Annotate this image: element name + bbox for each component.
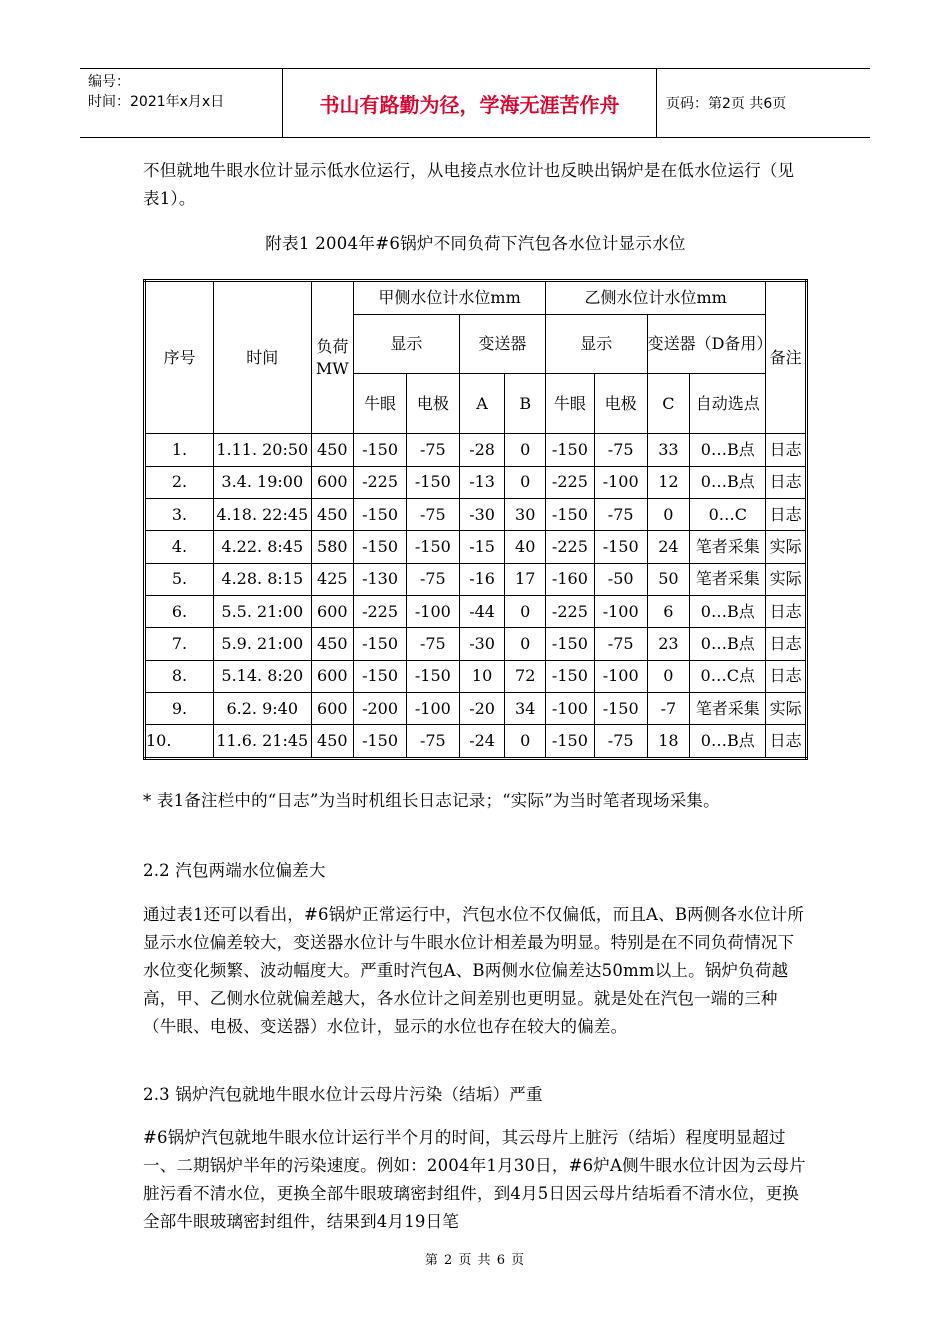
cell-b: 0	[505, 434, 546, 466]
cell-c: 12	[647, 466, 690, 498]
document-time-label: 时间：2021年x月x日	[88, 94, 225, 110]
cell-c: 50	[647, 563, 690, 595]
cell-elec-a: -75	[406, 434, 459, 466]
cell-c: -7	[647, 693, 690, 725]
cell-b: 72	[505, 660, 546, 692]
cell-elec-a: -150	[406, 660, 459, 692]
header-bull-eye-b: 牛眼	[546, 374, 595, 434]
page-footer: 第 2 页 共 6 页	[424, 1253, 526, 1268]
header-transmitter-b: 变送器（D备用）	[647, 314, 766, 374]
header-side-a: 甲侧水位计水位mm	[354, 281, 546, 315]
cell-seq: 10.	[145, 725, 214, 759]
cell-bull-a: -225	[354, 596, 407, 628]
cell-c: 0	[647, 660, 690, 692]
cell-bull-a: -130	[354, 563, 407, 595]
cell-remark: 实际	[766, 563, 807, 595]
cell-remark: 日志	[766, 466, 807, 498]
cell-time: 1.11. 20:50	[214, 434, 311, 466]
cell-remark: 日志	[766, 725, 807, 759]
cell-time: 4.22. 8:45	[214, 531, 311, 563]
cell-elec-b: -150	[594, 693, 647, 725]
cell-elec-a: -75	[406, 628, 459, 660]
cell-load: 450	[311, 499, 354, 531]
cell-elec-b: -100	[594, 596, 647, 628]
cell-a: 10	[459, 660, 505, 692]
cell-bull-b: -150	[546, 628, 595, 660]
header-motto: 书山有路勤为径，学海无涯苦作舟	[283, 69, 657, 137]
cell-seq: 5.	[145, 563, 214, 595]
cell-load: 580	[311, 531, 354, 563]
cell-bull-a: -150	[354, 725, 407, 759]
header-load: 负荷MW	[311, 281, 354, 434]
cell-b: 0	[505, 466, 546, 498]
cell-bull-a: -150	[354, 499, 407, 531]
cell-seq: 1.	[145, 434, 214, 466]
header-display-a: 显示	[354, 314, 460, 374]
cell-b: 30	[505, 499, 546, 531]
page-header	[80, 68, 870, 138]
cell-bull-b: -100	[546, 693, 595, 725]
cell-elec-b: -75	[594, 725, 647, 759]
cell-remark: 日志	[766, 628, 807, 660]
header-transmitter-B: B	[505, 374, 546, 434]
header-electrode-b: 电极	[594, 374, 647, 434]
cell-seq: 4.	[145, 531, 214, 563]
document-number-label: 编号：	[88, 74, 130, 90]
table-note: * 表1备注栏中的“日志”为当时机组长日志记录；“实际”为当时笔者现场采集。	[143, 791, 720, 810]
cell-auto: 笔者采集	[690, 693, 766, 725]
table-row	[145, 725, 807, 759]
cell-elec-a: -150	[406, 531, 459, 563]
cell-elec-a: -100	[406, 596, 459, 628]
cell-b: 40	[505, 531, 546, 563]
cell-b: 0	[505, 725, 546, 759]
table-body	[145, 434, 807, 759]
cell-bull-b: -150	[546, 660, 595, 692]
cell-seq: 6.	[145, 596, 214, 628]
cell-a: -44	[459, 596, 505, 628]
cell-load: 450	[311, 725, 354, 759]
cell-auto: 0…C	[690, 499, 766, 531]
table-row	[145, 596, 807, 628]
header-meta	[80, 69, 283, 137]
cell-elec-b: -100	[594, 466, 647, 498]
cell-elec-a: -150	[406, 466, 459, 498]
cell-auto: 0…B点	[690, 725, 766, 759]
cell-bull-a: -150	[354, 434, 407, 466]
table-caption: 附表1 2004年#6锅炉不同负荷下汽包各水位计显示水位	[265, 234, 686, 253]
cell-auto: 笔者采集	[690, 531, 766, 563]
cell-elec-b: -100	[594, 660, 647, 692]
cell-time: 4.28. 8:15	[214, 563, 311, 595]
cell-elec-b: -75	[594, 628, 647, 660]
cell-bull-b: -225	[546, 466, 595, 498]
cell-time: 5.9. 21:00	[214, 628, 311, 660]
cell-c: 33	[647, 434, 690, 466]
cell-seq: 8.	[145, 660, 214, 692]
cell-remark: 日志	[766, 434, 807, 466]
header-transmitter-a: 变送器	[459, 314, 545, 374]
cell-remark: 日志	[766, 596, 807, 628]
cell-bull-a: -150	[354, 531, 407, 563]
intro-paragraph: 不但就地牛眼水位计显示低水位运行，从电接点水位计也反映出锅炉是在低水位运行（见表1）。	[143, 161, 795, 208]
section-2-2-text: 通过表1还可以看出，#6锅炉正常运行中，汽包水位不仅偏低，而且A、B两侧各水位计所显示水位偏差较大，变送器水位计与牛眼水位计相差最为明显。特别是在不同负荷情况下水位变化频繁、波动幅度大。严重时汽包A、B两侧水位偏差达50mm以上。锅炉负荷越高，甲、乙侧水位就偏差越大，各水位计之间差别也更明显。就是处在汽包一端的三种（牛眼、电极、变送器）水位计，显示的水位也存在较大的偏差。	[143, 905, 805, 1036]
cell-remark: 日志	[766, 499, 807, 531]
cell-bull-a: -150	[354, 660, 407, 692]
cell-b: 17	[505, 563, 546, 595]
cell-a: -28	[459, 434, 505, 466]
cell-seq: 2.	[145, 466, 214, 498]
table-row	[145, 660, 807, 692]
cell-time: 11.6. 21:45	[214, 725, 311, 759]
cell-b: 34	[505, 693, 546, 725]
cell-load: 425	[311, 563, 354, 595]
cell-a: -15	[459, 531, 505, 563]
table-row	[145, 563, 807, 595]
cell-a: -16	[459, 563, 505, 595]
cell-c: 0	[647, 499, 690, 531]
cell-load: 450	[311, 628, 354, 660]
table-row	[145, 499, 807, 531]
cell-load: 450	[311, 434, 354, 466]
cell-c: 6	[647, 596, 690, 628]
cell-bull-b: -150	[546, 499, 595, 531]
section-2-3-text: #6锅炉汽包就地牛眼水位计运行半个月的时间，其云母片上脏污（结垢）程度明显超过一、二期锅炉半年的污染速度。例如：2004年1月30日，#6炉A侧牛眼水位计因为云母片脏污看不清水位，更换全部牛眼玻璃密封组件，到4月5日因云母片结垢看不清水位，更换全部牛眼玻璃密封组件，结果到4月19日笔	[143, 1128, 806, 1231]
header-page-number: 页码：第2页 共6页	[666, 96, 787, 112]
table-row	[145, 434, 807, 466]
cell-elec-b: -50	[594, 563, 647, 595]
header-seq: 序号	[145, 281, 214, 434]
cell-c: 24	[647, 531, 690, 563]
cell-b: 0	[505, 596, 546, 628]
cell-bull-b: -160	[546, 563, 595, 595]
cell-bull-a: -150	[354, 628, 407, 660]
header-display-b: 显示	[546, 314, 648, 374]
cell-elec-a: -75	[406, 499, 459, 531]
header-time: 时间	[214, 281, 311, 434]
cell-bull-a: -225	[354, 466, 407, 498]
cell-time: 4.18. 22:45	[214, 499, 311, 531]
cell-a: -30	[459, 499, 505, 531]
cell-c: 18	[647, 725, 690, 759]
cell-seq: 3.	[145, 499, 214, 531]
cell-auto: 笔者采集	[690, 563, 766, 595]
cell-auto: 0…C点	[690, 660, 766, 692]
cell-a: -30	[459, 628, 505, 660]
cell-c: 23	[647, 628, 690, 660]
cell-bull-b: -225	[546, 596, 595, 628]
cell-remark: 实际	[766, 531, 807, 563]
cell-load: 600	[311, 693, 354, 725]
header-remark: 备注	[766, 281, 807, 434]
table-row	[145, 693, 807, 725]
cell-elec-a: -75	[406, 563, 459, 595]
table-row	[145, 628, 807, 660]
cell-auto: 0…B点	[690, 596, 766, 628]
cell-load: 600	[311, 660, 354, 692]
section-2-2-title: 2.2 汽包两端水位偏差大	[143, 861, 326, 880]
header-bull-eye-a: 牛眼	[354, 374, 407, 434]
water-level-table	[143, 279, 808, 760]
cell-time: 5.5. 21:00	[214, 596, 311, 628]
cell-bull-b: -150	[546, 434, 595, 466]
cell-time: 6.2. 9:40	[214, 693, 311, 725]
table-row	[145, 531, 807, 563]
header-auto-select: 自动选点	[690, 374, 766, 434]
cell-time: 3.4. 19:00	[214, 466, 311, 498]
cell-bull-b: -150	[546, 725, 595, 759]
header-transmitter-A: A	[459, 374, 505, 434]
cell-remark: 实际	[766, 693, 807, 725]
cell-elec-b: -150	[594, 531, 647, 563]
cell-a: -13	[459, 466, 505, 498]
cell-load: 600	[311, 466, 354, 498]
cell-time: 5.14. 8:20	[214, 660, 311, 692]
header-transmitter-C: C	[647, 374, 690, 434]
cell-elec-b: -75	[594, 434, 647, 466]
section-2-3-title: 2.3 锅炉汽包就地牛眼水位计云母片污染（结垢）严重	[143, 1085, 543, 1104]
cell-auto: 0…B点	[690, 628, 766, 660]
table-row	[145, 466, 807, 498]
cell-seq: 7.	[145, 628, 214, 660]
cell-elec-b: -75	[594, 499, 647, 531]
cell-bull-a: -200	[354, 693, 407, 725]
table-header-row-1	[145, 281, 807, 315]
cell-a: -20	[459, 693, 505, 725]
cell-auto: 0…B点	[690, 434, 766, 466]
cell-a: -24	[459, 725, 505, 759]
cell-elec-a: -75	[406, 725, 459, 759]
header-side-b: 乙侧水位计水位mm	[546, 281, 766, 315]
cell-seq: 9.	[145, 693, 214, 725]
cell-bull-b: -225	[546, 531, 595, 563]
cell-elec-a: -100	[406, 693, 459, 725]
cell-b: 0	[505, 628, 546, 660]
cell-load: 600	[311, 596, 354, 628]
cell-auto: 0…B点	[690, 466, 766, 498]
cell-remark: 日志	[766, 660, 807, 692]
header-electrode-a: 电极	[406, 374, 459, 434]
